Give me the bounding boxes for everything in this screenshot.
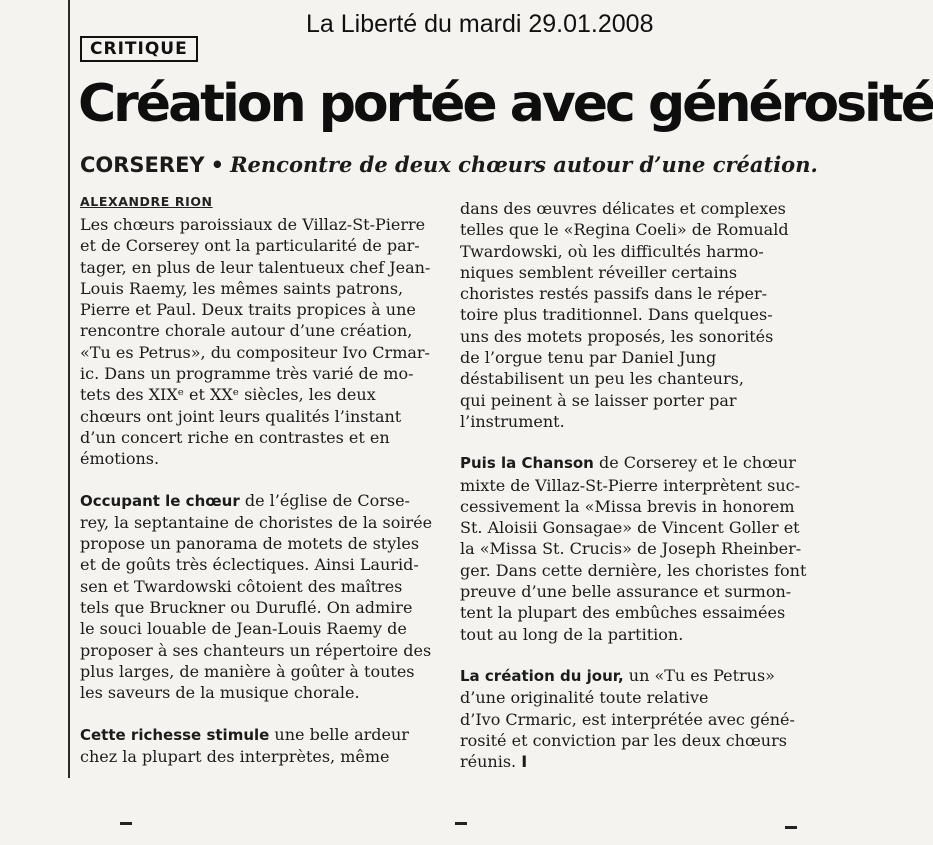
text-line: niques semblent réveiller certains bbox=[460, 262, 738, 282]
text-line: Les chœurs paroissiaux de Villaz-St-Pierre bbox=[80, 215, 426, 234]
dek bbox=[80, 150, 818, 180]
byline: ALEXANDRE RION bbox=[80, 194, 213, 209]
text-line: «Tu es Petrus», du compositeur Ivo Crmar- bbox=[80, 342, 430, 362]
text-line: de l’orgue tenu par Daniel Jung bbox=[460, 348, 717, 368]
text-line: d’Ivo Crmaric, est interprétée avec géné- bbox=[460, 709, 795, 729]
text-line: et de goûts très éclectiques. Ainsi Laurid- bbox=[80, 555, 419, 575]
text-line: tent la plupart des embûches essaimées bbox=[460, 603, 786, 623]
text-line: rencontre chorale autour d’une création, bbox=[80, 321, 413, 341]
paragraph-5 bbox=[460, 665, 805, 772]
text-line: et de Corserey ont la particularité de par- bbox=[80, 236, 420, 256]
text-line: mixte de Villaz-St-Pierre interprètent suc- bbox=[460, 475, 801, 495]
text-line: toire plus traditionnel. Dans quelques- bbox=[460, 305, 773, 325]
text-line: choristes restés passifs dans le réper- bbox=[460, 284, 768, 304]
text-line: émotions. bbox=[80, 449, 160, 469]
text-line bbox=[460, 452, 805, 474]
text-line: chez la plupart des interprètes, même bbox=[80, 746, 390, 766]
text-line: telles que le «Regina Coeli» de Romuald bbox=[460, 220, 789, 240]
scan-mark bbox=[120, 822, 132, 825]
text-line: ger. Dans cette dernière, les choristes font bbox=[460, 560, 807, 580]
text-run: de Corserey et le chœur bbox=[593, 453, 796, 473]
headline: Création portée avec générosité bbox=[78, 74, 933, 134]
text-line: tels que Bruckner ou Duruflé. On admire bbox=[80, 598, 413, 618]
text-line: proposer à ses chanteurs un répertoire des bbox=[80, 640, 432, 660]
text-line: tager, en plus de leur talentueux chef Jean- bbox=[80, 257, 431, 277]
text-line: le souci louable de Jean-Louis Raemy de bbox=[80, 619, 407, 639]
paragraph-3 bbox=[80, 724, 420, 768]
text-line: qui peinent à se laisser porter par bbox=[460, 390, 737, 410]
dek-separator: • bbox=[210, 153, 225, 177]
text-line: cessivement la «Missa brevis in honorem bbox=[460, 496, 795, 516]
paragraph-4 bbox=[460, 452, 805, 645]
end-mark: I bbox=[521, 752, 528, 772]
text-line: preuve d’une belle assurance et surmon- bbox=[460, 582, 792, 602]
text-run: une belle ardeur bbox=[269, 724, 409, 744]
text-run: un «Tu es Petrus» bbox=[623, 665, 775, 685]
text-line: Louis Raemy, les mêmes saints patrons, bbox=[80, 278, 404, 298]
column-rule bbox=[68, 0, 70, 778]
text-line bbox=[460, 751, 805, 772]
paragraph-1 bbox=[80, 214, 431, 470]
text-run: de l’église de Corse- bbox=[239, 490, 410, 510]
text-line bbox=[460, 665, 805, 687]
text-line: déstabilisent un peu les chanteurs, bbox=[460, 369, 744, 389]
article-column-left bbox=[80, 214, 433, 767]
text-line: propose un panorama de motets de styles bbox=[80, 534, 420, 554]
source-caption: La Liberté du mardi 29.01.2008 bbox=[306, 10, 654, 38]
text-line: les saveurs de la musique chorale. bbox=[80, 683, 360, 703]
text-line: d’une originalité toute relative bbox=[460, 688, 709, 708]
text-line: chœurs ont joint leurs qualités l’instant bbox=[80, 406, 402, 426]
lead-in: Occupant le chœur bbox=[80, 491, 240, 510]
text-line: St. Aloisii Gonsagae» de Vincent Goller et bbox=[460, 518, 800, 538]
lead-in: Puis la Chanson bbox=[460, 454, 594, 473]
text-line bbox=[80, 490, 420, 512]
text-line: plus larges, de manière à goûter à toutes bbox=[80, 661, 415, 681]
text-line bbox=[80, 724, 420, 746]
text-line: uns des motets proposés, les sonorités bbox=[460, 326, 774, 346]
paragraph-3-continued bbox=[460, 198, 805, 432]
text-line: rosité et conviction par les deux chœurs bbox=[460, 730, 787, 750]
scan-mark bbox=[785, 826, 797, 829]
article-column-right bbox=[460, 198, 805, 772]
text-line: Pierre et Paul. Deux traits propices à une bbox=[80, 300, 416, 320]
text-line: Twardowski, où les difficultés harmo- bbox=[460, 241, 764, 261]
text-line: l’instrument. bbox=[460, 411, 565, 431]
text-line: rey, la septantaine de choristes de la soirée bbox=[80, 512, 433, 532]
lead-in: La création du jour, bbox=[460, 666, 624, 685]
text-line: tout au long de la partition. bbox=[460, 624, 684, 644]
text-run: réunis. bbox=[460, 752, 517, 772]
text-line: dans des œuvres délicates et complexes bbox=[460, 199, 786, 218]
rubric-label: CRITIQUE bbox=[80, 36, 198, 62]
text-line: la «Missa St. Crucis» de Joseph Rheinber- bbox=[460, 539, 802, 559]
scan-mark bbox=[455, 822, 467, 825]
text-line: tets des XIXᵉ et XXᵉ siècles, les deux bbox=[80, 385, 376, 405]
lead-in: Cette richesse stimule bbox=[80, 725, 270, 744]
text-line: d’un concert riche en contrastes et en bbox=[80, 427, 390, 447]
paragraph-2 bbox=[80, 490, 433, 704]
dek-place: CORSEREY bbox=[80, 153, 205, 177]
text-line: ic. Dans un programme très varié de mo- bbox=[80, 364, 414, 384]
text-line: sen et Twardowski côtoient des maîtres bbox=[80, 576, 403, 596]
dek-subtitle: Rencontre de deux chœurs autour d’une création. bbox=[230, 152, 818, 177]
